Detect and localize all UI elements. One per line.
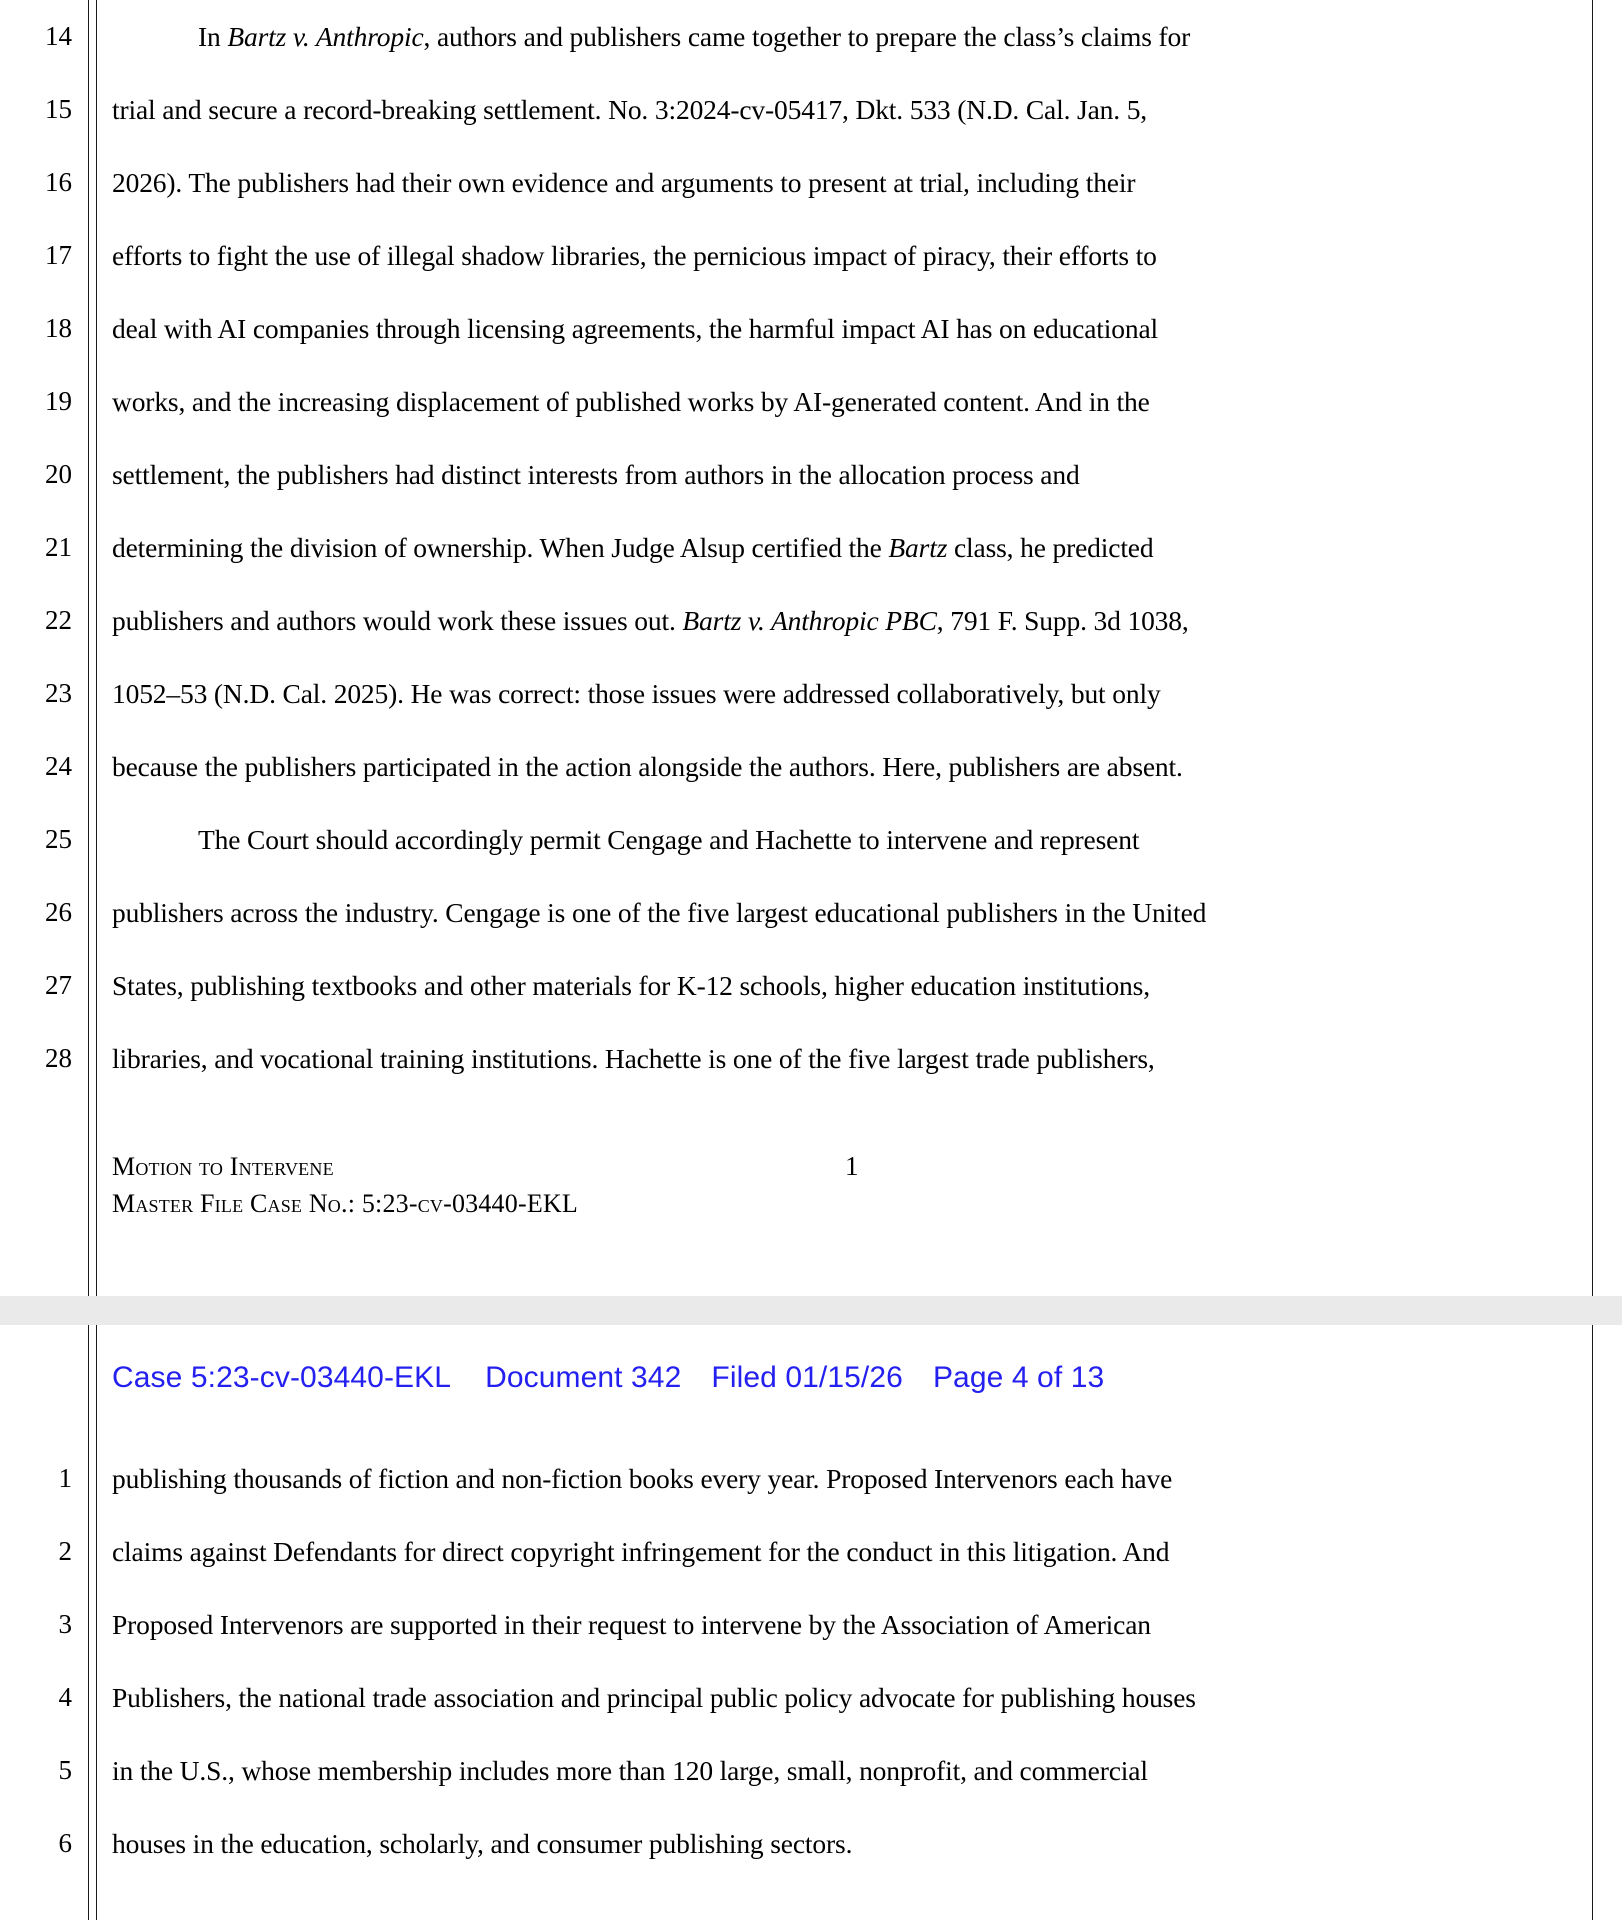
line-number: 1 (58, 1463, 72, 1493)
line-text: publishers and authors would work these issues out. Bartz v. Anthropic PBC, 791 F. Supp. 3d 1038, (112, 605, 1189, 636)
line-number: 28 (45, 1043, 72, 1073)
numbered-line (0, 949, 1622, 1022)
line-number: 23 (45, 678, 72, 708)
line-text: houses in the education, scholarly, and consumer publishing sectors. (112, 1828, 853, 1859)
line-text: 1052–53 (N.D. Cal. 2025). He was correct: those issues were addressed collaboratively, but only (112, 678, 1161, 709)
line-text: deal with AI companies through licensing agreements, the harmful impact AI has on educational (112, 313, 1159, 344)
line-number: 18 (45, 313, 72, 343)
numbered-line (0, 438, 1622, 511)
numbered-line (0, 1588, 1622, 1661)
numbered-line (0, 292, 1622, 365)
line-number: 5 (58, 1755, 72, 1785)
line-text: publishing thousands of fiction and non-fiction books every year. Proposed Intervenors each have (112, 1463, 1173, 1494)
line-number: 27 (45, 970, 72, 1000)
line-number: 14 (45, 21, 72, 51)
page-footer-block (112, 1148, 578, 1222)
line-text: The Court should accordingly permit Cengage and Hachette to intervene and represent (198, 824, 1140, 855)
line-number: 17 (45, 240, 72, 270)
line-text: libraries, and vocational training institutions. Hachette is one of the five largest trade publishers, (112, 1043, 1155, 1074)
line-number: 20 (45, 459, 72, 489)
line-text: In Bartz v. Anthropic, authors and publishers came together to prepare the class’s claims for (198, 21, 1191, 52)
ecf-header-stamp (112, 1353, 1622, 1403)
line-number: 21 (45, 532, 72, 562)
numbered-line (0, 1734, 1622, 1807)
line-number: 15 (45, 94, 72, 124)
line-number: 24 (45, 751, 72, 781)
ecf-document-number: Document 342 (485, 1361, 682, 1394)
line-text: Publishers, the national trade association and principal public policy advocate for publishing houses (112, 1682, 1196, 1713)
line-number: 19 (45, 386, 72, 416)
line-number: 6 (58, 1828, 72, 1858)
numbered-line (0, 1442, 1622, 1515)
numbered-line (0, 730, 1622, 803)
footer-page-number: 1 (845, 1151, 859, 1181)
numbered-line (0, 0, 1622, 73)
page-separator-band (0, 1296, 1622, 1325)
numbered-line (0, 1661, 1622, 1734)
numbered-line (0, 146, 1622, 219)
numbered-line (0, 584, 1622, 657)
numbered-line (0, 365, 1622, 438)
ecf-filed-date: Filed 01/15/26 (711, 1361, 903, 1394)
line-text: 2026). The publishers had their own evidence and arguments to present at trial, including their (112, 167, 1136, 198)
line-number: 3 (58, 1609, 72, 1639)
ecf-page-count: Page 4 of 13 (932, 1361, 1105, 1394)
line-text: claims against Defendants for direct copyright infringement for the conduct in this litigation. And (112, 1536, 1170, 1567)
ecf-case-number: Case 5:23-cv-03440-EKL (112, 1361, 452, 1394)
numbered-line (0, 511, 1622, 584)
footer-title: Motion to Intervene (112, 1152, 334, 1181)
line-text: settlement, the publishers had distinct interests from authors in the allocation process and (112, 459, 1080, 490)
line-number: 16 (45, 167, 72, 197)
numbered-line (0, 219, 1622, 292)
line-text: Proposed Intervenors are supported in their request to intervene by the Association of American (112, 1609, 1151, 1640)
footer-case-number: Master File Case No.: 5:23-cv-03440-EKL (112, 1189, 578, 1218)
line-number: 22 (45, 605, 72, 635)
line-number: 4 (58, 1682, 72, 1712)
numbered-line (0, 1022, 1622, 1095)
line-text: in the U.S., whose membership includes more than 120 large, small, nonprofit, and commercial (112, 1755, 1148, 1786)
numbered-line (0, 1515, 1622, 1588)
line-number: 25 (45, 824, 72, 854)
line-number: 2 (58, 1536, 72, 1566)
line-text: States, publishing textbooks and other materials for K-12 schools, higher education institutions, (112, 970, 1150, 1001)
line-text: because the publishers participated in the action alongside the authors. Here, publishers are absent. (112, 751, 1183, 782)
numbered-line-list-page-two (0, 1442, 1622, 1880)
line-number: 26 (45, 897, 72, 927)
numbered-line (0, 657, 1622, 730)
line-text: publishers across the industry. Cengage is one of the five largest educational publishers in the United (112, 897, 1207, 928)
numbered-line (0, 1807, 1622, 1880)
line-text: works, and the increasing displacement of published works by AI-generated content. And in the (112, 386, 1150, 417)
page-fragment-two (0, 1325, 1622, 1920)
numbered-line (0, 73, 1622, 146)
line-text: trial and secure a record-breaking settlement. No. 3:2024-cv-05417, Dkt. 533 (N.D. Cal. Jan. 5, (112, 94, 1148, 125)
line-text: efforts to fight the use of illegal shadow libraries, the pernicious impact of piracy, their efforts to (112, 240, 1157, 271)
numbered-line (0, 876, 1622, 949)
numbered-line (0, 803, 1622, 876)
line-text: determining the division of ownership. When Judge Alsup certified the Bartz class, he predicted (112, 532, 1154, 563)
